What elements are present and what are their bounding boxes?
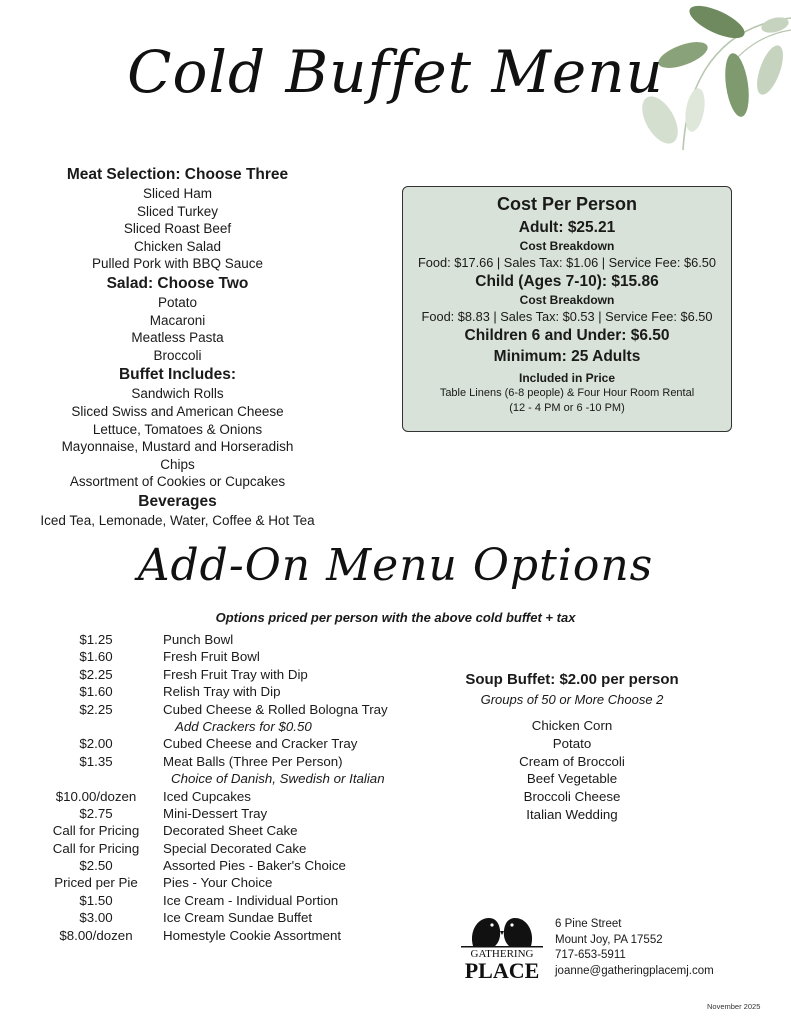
addon-price: $2.25 <box>79 701 113 717</box>
addon-item: Assorted Pies - Baker's Choice <box>163 858 346 874</box>
addon-price: $1.25 <box>79 632 113 647</box>
included-line-1: Table Linens (6-8 people) & Four Hour Room Rental <box>439 387 695 399</box>
addon-price: $8.00/dozen <box>59 927 133 943</box>
salad-item: Macaroni <box>149 312 206 328</box>
salad-item: Meatless Pasta <box>131 330 224 346</box>
under-six-price: Children 6 and Under: $6.50 <box>464 327 670 344</box>
addon-item: Pies - Your Choice <box>163 875 273 891</box>
buffet-item: Assortment of Cookies or Cupcakes <box>69 474 286 490</box>
buffet-heading: Buffet Includes: <box>118 366 237 384</box>
soup-item: Beef Vegetable <box>526 771 618 787</box>
addon-item: Decorated Sheet Cake <box>163 823 298 839</box>
addon-title: Add-On Menu Options <box>137 540 654 591</box>
logo-text-gathering: GATHERING <box>470 948 534 960</box>
addon-price: $1.60 <box>79 649 113 665</box>
addon-item: Homestyle Cookie Assortment <box>163 927 342 943</box>
addon-note-row <box>40 718 420 735</box>
cold-buffet-selections <box>0 164 355 530</box>
meat-heading: Meat Selection: Choose Three <box>66 166 289 183</box>
child-breakdown-label: Cost Breakdown <box>519 293 615 307</box>
addon-item: Mini-Dessert Tray <box>163 805 268 821</box>
addon-row <box>40 666 420 683</box>
addon-item: Iced Cupcakes <box>163 788 251 804</box>
addon-row <box>40 927 420 944</box>
addon-row <box>40 840 420 857</box>
beverages-item: Iced Tea, Lemonade, Water, Coffee & Hot Tea <box>40 512 315 528</box>
adult-price: Adult: $25.21 <box>518 219 616 236</box>
buffet-item: Chips <box>160 456 195 472</box>
addon-price: $1.35 <box>79 753 113 769</box>
addon-item: Relish Tray with Dip <box>163 684 281 700</box>
addon-item: Fresh Fruit Tray with Dip <box>163 666 308 682</box>
addon-row <box>40 805 420 822</box>
addon-item: Punch Bowl <box>163 632 234 647</box>
addon-price: $1.60 <box>79 684 113 700</box>
meat-item: Sliced Ham <box>142 186 213 201</box>
addon-price: Call for Pricing <box>52 823 140 839</box>
addon-price: $2.00 <box>79 736 113 752</box>
addon-item: Ice Cream - Individual Portion <box>163 892 339 908</box>
meat-item: Sliced Turkey <box>136 203 219 219</box>
addon-price: Priced per Pie <box>54 875 138 891</box>
addon-price: $10.00/dozen <box>55 788 137 804</box>
addon-price: Call for Pricing <box>52 840 140 856</box>
child-breakdown: Food: $8.83 | Sales Tax: $0.53 | Service Fee: $6.50 <box>421 309 713 324</box>
addon-row <box>40 753 420 770</box>
addon-subtitle: Options priced per person with the above cold buffet + tax <box>215 610 576 625</box>
included-line-2: (12 - 4 PM or 6 -10 PM) <box>509 402 625 414</box>
salad-item: Broccoli <box>153 347 202 363</box>
addon-price: $2.25 <box>79 666 113 682</box>
page-title: Cold Buffet Menu <box>127 38 664 106</box>
addon-row <box>40 648 420 665</box>
addon-row <box>40 822 420 839</box>
addon-item: Fresh Fruit Bowl <box>163 649 260 665</box>
addon-row <box>40 631 420 648</box>
soup-item: Broccoli Cheese <box>523 789 621 805</box>
addon-row <box>40 701 420 718</box>
meat-item: Chicken Salad <box>133 238 222 254</box>
buffet-item: Sliced Swiss and American Cheese <box>71 403 284 419</box>
buffet-item: Sandwich Rolls <box>131 386 224 402</box>
adult-breakdown-label: Cost Breakdown <box>519 239 615 253</box>
minimum-adults: Minimum: 25 Adults <box>493 348 641 365</box>
adult-breakdown: Food: $17.66 | Sales Tax: $1.06 | Service Fee: $6.50 <box>417 255 717 270</box>
soup-buffet <box>453 669 691 824</box>
cost-heading: Cost Per Person <box>496 194 638 214</box>
addon-row <box>40 909 420 926</box>
contact-phone[interactable]: 717-653-5911 <box>555 949 626 961</box>
addon-note: Choice of Danish, Swedish or Italian <box>171 771 385 787</box>
buffet-item: Lettuce, Tomatoes & Onions <box>92 421 263 437</box>
salad-item: Potato <box>157 294 198 310</box>
cost-per-person-box <box>402 186 732 432</box>
soup-item: Italian Wedding <box>526 806 618 822</box>
addon-row <box>40 874 420 891</box>
contact-email[interactable]: joanne@gatheringplacemj.com <box>555 964 714 977</box>
addon-price: $1.50 <box>79 892 113 908</box>
soup-heading: Soup Buffet: $2.00 per person <box>465 671 679 688</box>
soup-subheading: Groups of 50 or More Choose 2 <box>480 692 664 707</box>
child-price: Child (Ages 7-10): $15.86 <box>475 273 659 290</box>
soup-item: Chicken Corn <box>531 718 613 733</box>
addon-price: $2.50 <box>79 858 113 874</box>
addon-row <box>40 735 420 752</box>
meat-item: Sliced Roast Beef <box>123 221 232 237</box>
addon-row <box>40 857 420 874</box>
addon-price: $2.75 <box>79 805 113 821</box>
addon-item: Meat Balls (Three Per Person) <box>163 753 343 769</box>
soup-item: Potato <box>552 735 592 751</box>
addon-item: Special Decorated Cake <box>163 840 307 856</box>
addon-item: Ice Cream Sundae Buffet <box>163 910 313 926</box>
buffet-item: Mayonnaise, Mustard and Horseradish <box>61 439 294 455</box>
addon-list <box>40 631 420 944</box>
addon-row <box>40 683 420 700</box>
meat-item: Pulled Pork with BBQ Sauce <box>91 256 264 272</box>
addon-note: Add Crackers for $0.50 <box>175 718 312 734</box>
contact-street: 6 Pine Street <box>555 918 622 930</box>
contact-info <box>555 917 714 979</box>
addon-item: Cubed Cheese & Rolled Bologna Tray <box>163 701 388 717</box>
included-heading: Included in Price <box>518 371 616 385</box>
beverages-heading: Beverages <box>138 492 217 510</box>
addon-row <box>40 788 420 805</box>
addon-note-row <box>40 770 420 787</box>
gathering-place-logo <box>459 910 545 982</box>
soup-item: Cream of Broccoli <box>519 753 625 769</box>
addon-item: Cubed Cheese and Cracker Tray <box>163 736 358 752</box>
logo-text-place: PLACE <box>464 958 540 982</box>
contact-city: Mount Joy, PA 17552 <box>555 933 663 946</box>
addon-price: $3.00 <box>79 910 113 926</box>
footer-date: November 2025 <box>707 1002 761 1011</box>
salad-heading: Salad: Choose Two <box>106 274 249 292</box>
addon-row <box>40 892 420 909</box>
